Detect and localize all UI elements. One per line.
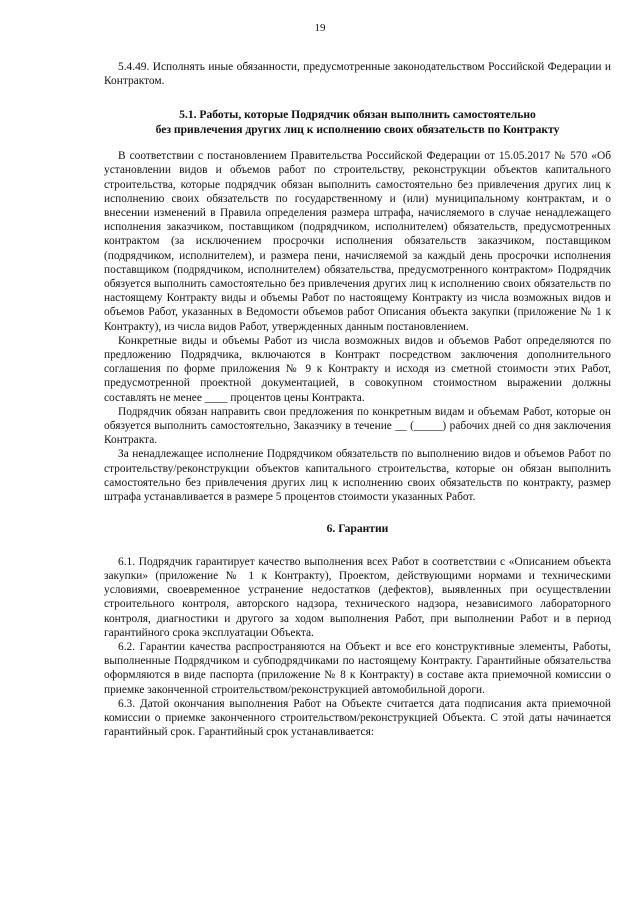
section-6-paragraph: 6.3. Датой окончания выполнения Работ на Объекте считается дата подписания акта приемочной комиссии о приемке законченного строительством/реконструкцией Объекта. С этой даты начинается гарантийный срок. Гарантийный срок устанавливается: [104,697,611,739]
clause-5-4-49: 5.4.49. Исполнять иные обязанности, предусмотренные законодательством Российской Федерации и Контрактом. [104,61,611,88]
section-5-1-heading-line1: 5.1. Работы, которые Подрядчик обязан выполнить самостоятельно [179,108,536,122]
spacer [104,504,611,522]
section-5-1-heading-line2: без привлечения других лиц к исполнению своих обязательств по Контракту [155,122,560,136]
section-6-paragraph: 6.2. Гарантии качества распространяются на Объект и все его конструктивные элементы, Работы, выполненные Подрядчиком и субподрядчиками по настоящему Контракту. Гарантийные обязательства оформляются в виде паспорта (приложение № 8 к Контракту) в составе акта приемочной комиссии о приемке законченной строительством/реконструкцией автомобильной дороги. [104,640,611,696]
section-5-1-paragraph: Конкретные виды и объемы Работ из числа возможных видов и объемов Работ определяются по предложению Подрядчика, включаются в Контракт посредством заключения дополнительного соглашения по форме приложения № 9 к Контракту и исходя из сметной стоимости этих Работ, предусмотренной проектной документацией, в совокупном стоимостном выражении должны составлять не менее ____ процентов цены Контракта. [104,334,611,404]
spacer [104,537,611,555]
spacer [104,88,611,108]
section-6-paragraph: 6.1. Подрядчик гарантирует качество выполнения всех Работ в соответствии с «Описанием объекта закупки» (приложение № 1 к Контракту), Проектом, действующими нормами и техническими условиями, своевременное устранение недостатков (дефектов), выявленных при осуществлении строительного контроля, авторского надзора, технического надзора, независимого лабораторного контроля, диагностики и другого за ходом выполнения Работ, при выполнении Работ и в период гарантийного срока эксплуатации Объекта. [104,555,611,639]
section-6-heading: 6. Гарантии [326,522,389,536]
spacer [104,137,611,149]
section-5-1-paragraph: За ненадлежащее исполнение Подрядчиком обязательств по выполнению видов и объемов Работ по строительству/реконструкции объектов капитального строительства, которые он обязан выполнить самостоятельно без привлечения других лиц к исполнению своих обязательств по контракту, размер штрафа устанавливается в размере 5 процентов стоимости указанных Работ. [104,448,611,504]
document-body [104,60,611,739]
section-5-1-heading [104,108,611,137]
page-number: 19 [314,22,326,34]
section-5-1-paragraph: Подрядчик обязан направить свои предложения по конкретным видам и объемам Работ, которые он обязуется выполнить самостоятельно, Заказчику в течение __ (_____) рабочих дней со дня заключения Контракта. [104,405,611,447]
section-5-1-paragraph: В соответствии с постановлением Правительства Российской Федерации от 15.05.2017 № 570 «Об установлении видов и объемов работ по строительству, реконструкции объектов капитального строительства, которые подрядчик обязан выполнить самостоятельно без привлечения других лиц к исполнению своих обязательств по государственному и (или) муниципальному контрактам, и о внесении изменений в Правила определения размера штрафа, начисляемого в случае ненадлежащего исполнения заказчиком, поставщиком (подрядчиком, исполнителем) обязательств, предусмотренных контрактом (за исключением просрочки исполнения обязательств заказчиком, поставщиком (подрядчиком, исполнителем), и размера пени, начисляемой за каждый день просрочки исполнения поставщиком (подрядчиком, исполнителем) обязательства, предусмотренного контрактом» Подрядчик обязуется выполнить самостоятельно без привлечения других лиц к исполнению своих обязательств по настоящему Контракту виды и объемы Работ по настоящему Контракту из числа возможных видов и объемов Работ, указанных в Ведомости объемов работ Описания объекта закупки (приложение № 1 к Контракту), из числа видов Работ, утвержденных данным постановлением. [104,150,611,333]
